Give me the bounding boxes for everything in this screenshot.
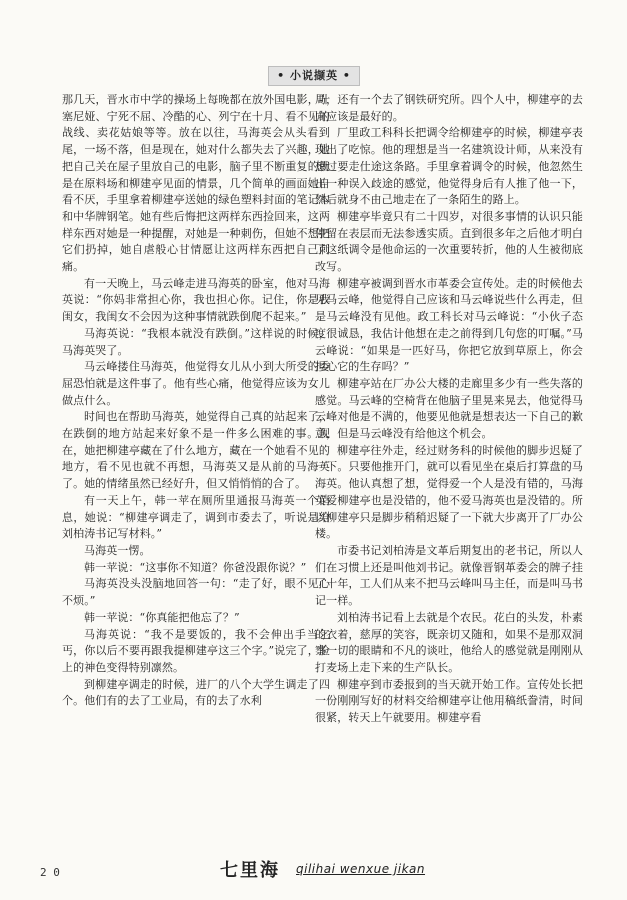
magazine-brand-pinyin: qilihai wenxue jikan [296, 862, 426, 876]
paragraph: 那几天，晋水市中学的操场上每晚都在放外国电影，叶塞尼娅、宁死不屈、冷酷的心、列宁在十月、看不见的战线、卖花姑娘等等。放在以往，马海英会从头看到尾，一场不落，但是现在，她对什么都失去了兴趣，她把自己关在屋子里放自己的电影，脑子里不断重复的就是在原料场和柳建亭见面的情景，几个简单的画面她自看不厌，手里拿着柳建亭送她的绿色塑料封面的笔记本和中华牌钢笔。她有些后悔把这两样东西捡回来，这两样东西对她是一种提醒，对她是一种刺伤，但她不想把它们扔掉，她自虐般心甘情愿让这两样东西把自己刺痛。 [62, 93, 330, 274]
paragraph: 马海英说：“我不是要饭的，我不会伸出手当乞丐，你以后不要再跟我提柳建亭这三个字。”说完了，脸上的神色变得特别凛然。 [62, 627, 330, 674]
paragraph: 到柳建亭调走的时候，进厂的八个大学生调走了四个。他们有的去了工业局，有的去了水利 [62, 677, 330, 708]
page-number: 2 0 [40, 866, 60, 879]
paragraph: 有一天上午，韩一苹在厕所里通报马海英一个消息，她说：“柳建亭调走了，调到市委去了，听说是给刘柏涛书记写材料。” [62, 493, 330, 541]
paragraph: 柳建亭往外走，经过财务科的时候他的脚步迟疑了一下。只要他推开门，就可以看见坐在桌后打算盘的马海英。他认真想了想，觉得爱一个人是没有错的，马海英爱柳建亭也是没错的，他不爱马海英也是没错的。所以柳建亭只是脚步稍稍迟疑了一下就大步离开了厂办公楼。 [315, 443, 583, 541]
paragraph: 柳建亭到市委报到的当天就开始工作。宣传处长把一份刚刚写好的材料交给柳建亭让他用稿纸誊清，时间很紧，转天上午就要用。柳建亭看 [315, 677, 583, 725]
paragraph: 刘柏涛书记看上去就是个农民。花白的头发，朴素的衣着，慈厚的笑容，既亲切又随和，如果不是那双洞察一切的眼睛和不凡的谈吐，他给人的感觉就是刚刚从打麦场上走下来的生产队长。 [315, 610, 583, 674]
paragraph: 马海英说：“我根本就没有跌倒。”这样说的时候，马海英哭了。 [62, 326, 330, 357]
paragraph: 有一天晚上，马云峰走进马海英的卧室，他对马海英说：“你妈非常担心你，我也担心你。记住，你是我闺女，我闺女不会因为这种事情就跌倒爬不起来。” [62, 276, 330, 324]
paragraph: 柳建亭毕竟只有二十四岁，对很多事情的认识只能停留在表层而无法参透实质。直到很多年之后他才明白了这纸调令是他命运的一次重要转折，他的人生被彻底改写。 [315, 209, 583, 274]
left-text-column [62, 92, 330, 710]
paragraph: 柳建亭被调到晋水市革委会宣传处。走的时候他去见马云峰，他觉得自己应该和马云峰说些什么再走，但是马云峰没有见他。政工科长对马云峰说：“小伙子态度很诚恳，我估计他想在走之前得到几句您的叮嘱。”马云峰说：“如果是一匹好马，你把它放到草原上，你会担心它的生存吗？” [315, 276, 583, 374]
section-header: • 小说撷英 • [268, 66, 360, 86]
paragraph: 市委书记刘柏涛是文革后期复出的老书记，所以人们在习惯上还是叫他刘书记。就像晋钢革委会的牌子挂了十年，工人们从来不把马云峰叫马主任，而是叫马书记一样。 [315, 543, 583, 608]
paragraph: 韩一苹说：“这事你不知道？你爸没跟你说？” [84, 560, 307, 574]
paragraph: 时间也在帮助马海英，她觉得自己真的站起来了，在跌倒的地方站起来好象不是一件多么困难的事。现在，她把柳建亭藏在了什么地方，藏在一个她看不见的地方，看不见也就不再想，马海英又是从前的马海英了。她的情绪虽然已经好升，但又悄悄悄的合了。 [62, 410, 330, 491]
paragraph: 马海英一愣。 [84, 543, 151, 557]
magazine-brand: 七里海 [220, 860, 280, 881]
paragraph: 马海英没头没脑地回答一句：“走了好，眼不见心不烦。” [62, 577, 330, 608]
paragraph: 柳建亭站在厂办公大楼的走廊里多少有一些失落的感觉。马云峰的空椅背在他脑子里晃来晃去，他觉得马云峰对他是不满的，他要见他就是想表达一下自己的歉意，但是马云峰没有给他这个机会。 [315, 376, 583, 441]
paragraph: 韩一苹说：“你真能把他忘了？” [84, 610, 240, 624]
paragraph: 局，还有一个去了钢铁研究所。四个人中，柳建亭的去向应该是最好的。 [315, 93, 583, 123]
paragraph: 厂里政工科科长把调令给柳建亭的时候，柳建亭表现出了吃惊。他的理想是当一名建筑设计师，从来没有想过要走仕途这条路。手里拿着调令的时候，他忽然生出一种误入歧途的感觉，他觉得身后有人推了他一下，然后就身不由己地走在了一条陌生的路上。 [315, 126, 583, 207]
right-text-column [315, 92, 583, 727]
paragraph: 马云峰搂住马海英，他觉得女儿从小到大所受的委屈恐怕就是这件事了。他有些心痛，他觉得应该为女儿做点什么。 [62, 360, 330, 407]
